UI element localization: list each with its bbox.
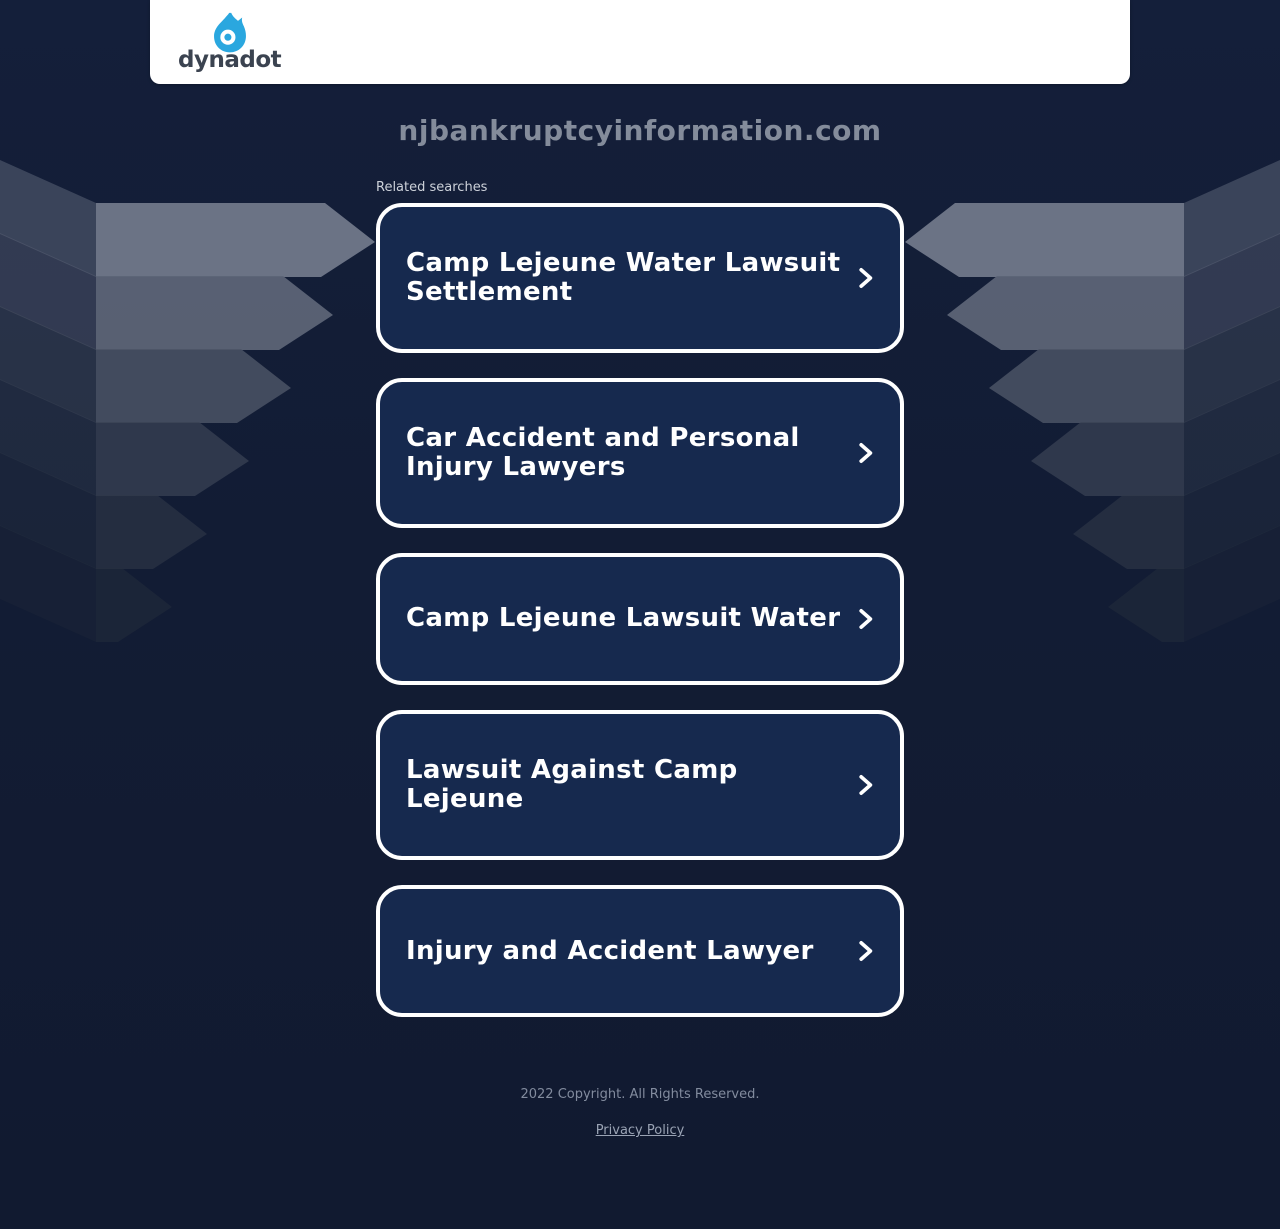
- privacy-policy-link[interactable]: Privacy Policy: [595, 1123, 685, 1139]
- related-search-card[interactable]: [376, 885, 904, 1017]
- related-search-card[interactable]: [376, 553, 904, 685]
- related-search-label: Car Accident and Personal Injury Lawyers: [406, 422, 800, 482]
- related-search-label: Camp Lejeune Water Lawsuit Settlement: [406, 247, 841, 307]
- related-search-label: Injury and Accident Lawyer: [406, 935, 814, 966]
- copyright-text: 2022 Copyright. All Rights Reserved.: [520, 1087, 760, 1103]
- header-bar: [150, 0, 1130, 84]
- related-search-card[interactable]: [376, 378, 904, 528]
- related-search-label: Camp Lejeune Lawsuit Water: [406, 603, 841, 634]
- page-footer: [0, 1087, 1280, 1138]
- chevron-right-icon: [852, 438, 878, 468]
- related-searches-label: Related searches: [376, 179, 488, 195]
- chevron-right-icon: [852, 604, 878, 634]
- dynadot-wordmark: dynadot: [178, 47, 282, 73]
- chevron-right-icon: [852, 936, 878, 966]
- chevron-right-icon: [852, 263, 878, 293]
- related-search-card[interactable]: [376, 203, 904, 353]
- chevron-right-icon: [852, 770, 878, 800]
- related-search-label: Lawsuit Against Camp Lejeune: [406, 755, 738, 815]
- domain-name-title: njbankruptcyinformation.com: [398, 114, 882, 147]
- dynadot-logo[interactable]: [178, 12, 281, 72]
- related-search-card[interactable]: [376, 710, 904, 860]
